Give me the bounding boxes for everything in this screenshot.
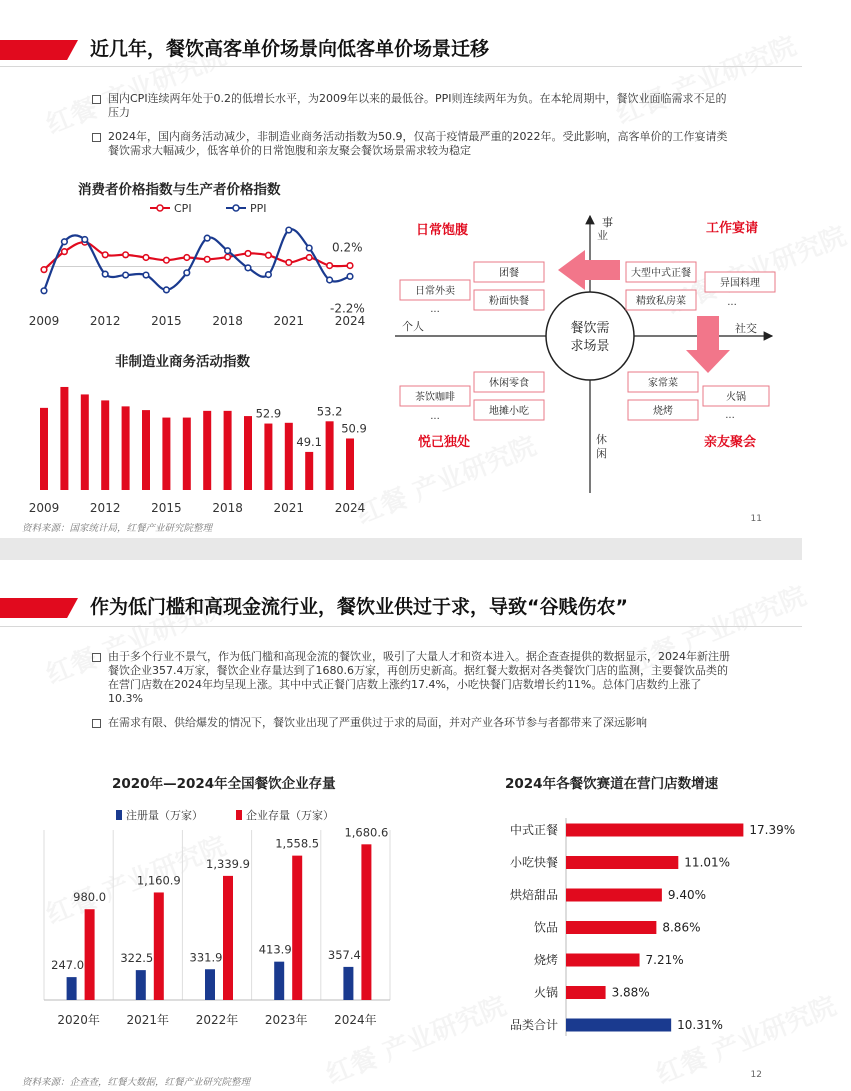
index-bar (305, 452, 313, 490)
slide-11 (0, 0, 802, 538)
quadrant-boxes-top-right (626, 262, 775, 310)
data-point-cpi (266, 252, 272, 258)
page-gap (0, 538, 802, 560)
x-tick-label: 2024年 (334, 1013, 377, 1027)
bullet-square-icon (92, 719, 101, 728)
scene-box-label: 日常外卖 (415, 286, 455, 297)
ellipsis: ... (430, 411, 440, 422)
data-point-ppi (184, 270, 190, 276)
slide-title: 作为低门槛和高现金流行业，餐饮业供过于求，导致“谷贱伤农” (90, 596, 628, 618)
axis-label-bottom: 休 (596, 433, 607, 446)
scene-box-label: 火锅 (726, 392, 746, 403)
scene-box-label: 休闲零食 (489, 378, 529, 389)
data-point-cpi (41, 267, 47, 273)
x-tick-label: 2009 (28, 501, 60, 515)
business-index-bar-chart (20, 372, 380, 520)
quadrant-boxes-bottom-right (628, 372, 769, 421)
data-point-ppi (204, 235, 210, 241)
center-label: 求场景 (570, 339, 610, 354)
stock-bar (85, 909, 95, 1000)
title-divider (0, 626, 802, 627)
bar-data-label: 8.86% (662, 920, 701, 935)
scene-box-label: 家常菜 (648, 378, 678, 389)
stock-bar (361, 844, 371, 1000)
index-bar (40, 408, 48, 490)
source-note: 资料来源：国家统计局，红餐产业研究院整理 (22, 523, 213, 534)
bullet-list (92, 92, 732, 168)
page-number: 12 (750, 1070, 762, 1080)
legend-label-ppi: PPI (250, 202, 267, 215)
index-bar (224, 411, 232, 490)
center-label: 餐饮需 (570, 321, 610, 336)
index-bar (142, 410, 150, 490)
category-label: 品类合计 (509, 1018, 558, 1032)
axis-label-left: 个人 (402, 320, 424, 333)
index-bar (101, 400, 109, 490)
registration-bar (274, 962, 284, 1000)
bar-data-label: 331.9 (189, 950, 223, 965)
category-label: 小吃快餐 (509, 855, 558, 870)
x-tick-label: 2024 (334, 501, 366, 515)
category-label: 饮品 (533, 920, 558, 935)
stock-bar (292, 856, 302, 1000)
x-tick-label: 2022年 (195, 1013, 239, 1027)
cpi-end-label: 0.2% (332, 240, 363, 255)
index-bar (326, 421, 334, 490)
axis-label-top: 事 (602, 216, 613, 229)
bullet-item: 在需求有限、供给爆发的情况下，餐饮业出现了严重供过于求的局面，并对产业各环节参与者都带来了深远影响 (92, 716, 732, 730)
data-point-cpi (327, 263, 333, 269)
shift-arrow-left-icon (558, 250, 620, 290)
data-point-ppi (102, 271, 108, 277)
x-tick-label: 2021 (273, 314, 305, 328)
x-tick-label: 2015 (151, 501, 182, 515)
bullet-item: 国内CPI连续两年处于0.2的低增长水平，为2009年以来的最低谷。PPI则连续两年为负。在本轮周期中，餐饮业面临需求不足的压力 (92, 92, 732, 120)
growth-bar (566, 1019, 671, 1032)
index-bar (264, 424, 272, 490)
bar-data-label: 50.9 (341, 421, 367, 436)
quadrant-title-daily: 日常饱腹 (416, 223, 469, 238)
bar-data-label: 53.2 (316, 404, 343, 419)
scene-box-label: 地摊小吃 (489, 406, 529, 417)
bar-data-label: 17.39% (749, 823, 796, 837)
scene-box-label: 茶饮咖啡 (415, 392, 455, 403)
bar-data-label: 3.88% (611, 985, 650, 1000)
legend-label-cpi: CPI (174, 202, 192, 215)
legend-label: 注册量（万家） (126, 809, 203, 822)
page-number: 11 (750, 514, 762, 524)
bar-data-label: 980.0 (73, 890, 107, 905)
title-accent-bar (0, 40, 78, 60)
data-point-cpi (62, 249, 68, 255)
category-label: 火锅 (533, 985, 558, 1000)
demand-scenario-quadrant (390, 208, 790, 498)
index-bar (162, 418, 170, 490)
data-point-ppi (266, 272, 272, 278)
scene-box-label: 精致私房菜 (636, 296, 686, 307)
data-point-ppi (143, 272, 149, 278)
data-point-ppi (347, 274, 353, 280)
enterprise-stock-chart-title: 2020年—2024年全国餐饮企业存量 (112, 776, 336, 792)
index-bar (285, 423, 293, 490)
bar-data-label: 52.9 (255, 406, 282, 421)
bullet-item: 2024年，国内商务活动减少，非制造业商务活动指数为50.9，仅高于疫情最严重的2022年。受此影响，高客单价的工作宴请类餐饮需求大幅减少，低客单价的日常饱腹和亲友聚会餐饮场景需求较为稳定 (92, 130, 732, 158)
title-divider (0, 66, 802, 67)
data-point-cpi (306, 255, 312, 261)
quadrant-title-solo: 悦己独处 (418, 435, 471, 450)
axis-label-right: 社交 (735, 322, 757, 335)
quadrant-title-business: 工作宴请 (706, 221, 759, 236)
data-point-cpi (184, 255, 190, 261)
growth-bar (566, 954, 640, 967)
data-point-cpi (143, 255, 149, 261)
bar-data-label: 9.40% (667, 888, 707, 902)
x-tick-label: 2018 (212, 314, 243, 328)
scene-box-label: 粉面快餐 (489, 296, 529, 307)
index-bar (81, 394, 89, 490)
ellipsis: ... (725, 410, 735, 421)
cpi-ppi-chart-title: 消费者价格指数与生产者价格指数 (78, 182, 281, 198)
axis-label-bottom: 闲 (596, 447, 607, 460)
registration-bar (136, 970, 146, 1000)
growth-bar (566, 986, 606, 999)
data-point-ppi (164, 287, 170, 293)
axis-label-top: 业 (597, 229, 608, 242)
index-bar (60, 387, 68, 490)
store-growth-chart-title: 2024年各餐饮赛道在营门店数增速 (505, 776, 719, 792)
center-circle (546, 292, 634, 380)
data-point-ppi (82, 237, 88, 243)
bar-data-label: 322.5 (120, 951, 154, 966)
category-label: 烘焙甜品 (509, 888, 558, 902)
bar-data-label: 1,160.9 (136, 873, 181, 888)
quadrant-boxes-top-left (400, 262, 544, 315)
legend-marker-cpi (157, 205, 163, 211)
data-point-cpi (164, 257, 170, 263)
bar-data-label: 1,680.6 (344, 825, 389, 840)
index-bar (346, 438, 354, 490)
registration-bar (343, 967, 353, 1000)
stock-bar (154, 892, 164, 1000)
category-label: 中式正餐 (509, 823, 558, 837)
data-point-cpi (347, 263, 353, 269)
growth-bar (566, 824, 743, 837)
growth-bar (566, 921, 656, 934)
scene-box-label: 烧烤 (653, 406, 673, 417)
data-point-ppi (245, 265, 251, 271)
x-tick-label: 2023年 (264, 1013, 308, 1027)
series-line-ppi (44, 229, 350, 291)
bullet-square-icon (92, 653, 101, 662)
data-point-ppi (123, 272, 129, 278)
enterprise-stock-bar-chart (44, 804, 390, 1034)
bar-data-label: 413.9 (258, 942, 292, 957)
source-note: 资料来源：企查查，红餐大数据，红餐产业研究院整理 (22, 1077, 251, 1088)
slide-12 (0, 560, 802, 1090)
slide-title: 近几年，餐饮高客单价场景向低客单价场景迁移 (90, 38, 490, 60)
bullet-list (92, 650, 732, 740)
quadrant-boxes-bottom-left (400, 372, 544, 422)
data-point-cpi (204, 257, 210, 263)
data-point-ppi (62, 239, 68, 245)
data-point-cpi (286, 260, 292, 266)
scene-box-label: 异国料理 (720, 278, 760, 289)
stock-bar (223, 876, 233, 1000)
legend-swatch (236, 810, 242, 820)
data-point-ppi (41, 288, 47, 294)
x-tick-label: 2021 (273, 501, 305, 515)
x-tick-label: 2012 (89, 501, 121, 515)
x-tick-label: 2024 (334, 314, 366, 328)
ellipsis: ... (727, 297, 737, 308)
data-point-cpi (102, 252, 108, 258)
x-tick-label: 2012 (89, 314, 121, 328)
bar-data-label: 10.31% (677, 1018, 723, 1032)
scene-box-label: 团餐 (499, 268, 519, 279)
category-label: 烧烤 (533, 953, 558, 967)
cpi-ppi-line-chart (20, 196, 380, 336)
registration-bar (205, 969, 215, 1000)
x-tick-label: 2009 (28, 314, 60, 328)
data-point-cpi (225, 254, 231, 260)
index-bar (122, 406, 130, 490)
bar-data-label: 1,339.9 (206, 856, 250, 871)
bar-data-label: 357.4 (327, 947, 361, 962)
ellipsis: ... (430, 304, 440, 315)
registration-bar (67, 977, 77, 1000)
index-bar (183, 418, 191, 490)
data-point-ppi (327, 277, 333, 283)
growth-bar (566, 856, 678, 869)
bullet-square-icon (92, 133, 101, 142)
growth-bar (566, 889, 662, 902)
index-bar (203, 411, 211, 490)
x-tick-label: 2015 (151, 314, 182, 328)
ppi-end-label: -2.2% (330, 301, 365, 316)
data-point-ppi (225, 248, 231, 254)
bullet-square-icon (92, 95, 101, 104)
legend-marker-ppi (233, 205, 239, 211)
scene-box-label: 大型中式正餐 (631, 268, 691, 279)
quadrant-title-family: 亲友聚会 (704, 435, 757, 450)
x-tick-label: 2018 (212, 501, 243, 515)
business-index-chart-title: 非制造业商务活动指数 (115, 354, 250, 370)
shift-arrow-down-icon (686, 316, 730, 373)
legend-swatch (116, 810, 122, 820)
x-tick-label: 2020年 (57, 1013, 100, 1027)
data-point-cpi (123, 252, 129, 258)
bar-data-label: 7.21% (645, 953, 684, 967)
bullet-item: 由于多个行业不景气，作为低门槛和高现金流的餐饮业，吸引了大量人才和资本进入。据企查查提供的数据显示，2024年新注册餐饮企业357.4万家，餐饮企业存量达到了1680.6万家，再创历史新高。据红餐大数据对各类餐饮门店的监测，主要餐饮品类的在营门店数在2024年均呈现上涨。其中中式正餐门店数上涨约17.4%，小吃快餐门店数增长约11%。总体门店数约上涨了10.3% (92, 650, 732, 706)
x-tick-label: 2021年 (126, 1013, 170, 1027)
data-point-ppi (286, 227, 292, 233)
bar-data-label: 1,558.5 (275, 836, 320, 851)
bar-data-label: 11.01% (684, 855, 731, 870)
index-bar (244, 416, 252, 490)
data-point-cpi (245, 251, 251, 257)
bar-data-label: 49.1 (296, 434, 323, 449)
bar-data-label: 247.0 (51, 958, 85, 973)
legend-label: 企业存量（万家） (246, 809, 334, 822)
store-growth-bar-chart (470, 818, 796, 1042)
title-accent-bar (0, 598, 78, 618)
data-point-ppi (306, 245, 312, 251)
